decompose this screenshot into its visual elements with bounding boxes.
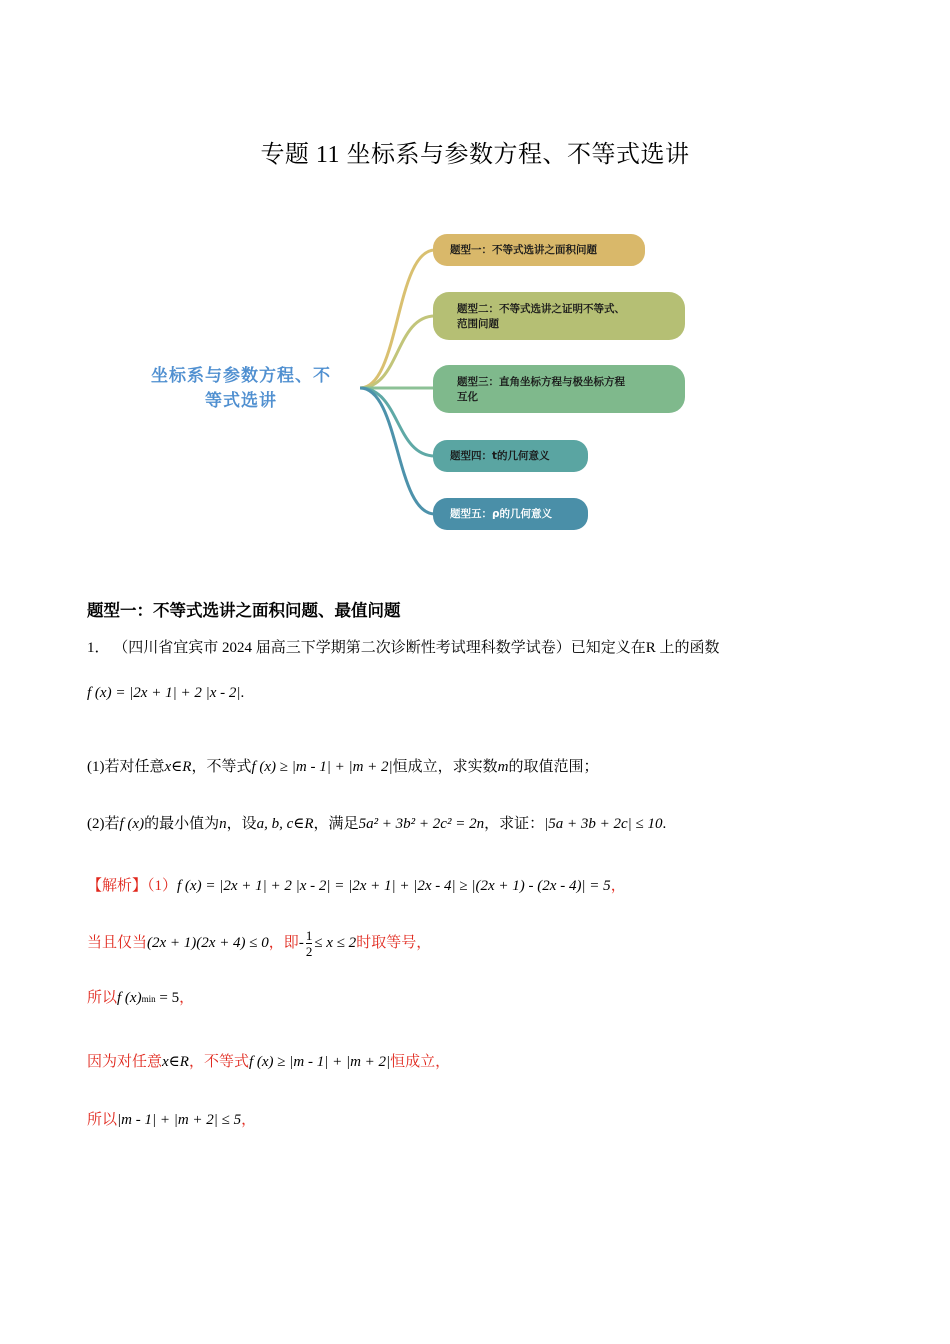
fraction-numerator: 1 (305, 928, 313, 943)
solution-line-2 (87, 928, 431, 959)
problem-source: （四川省宜宾市 2024 届高三下学期第二次诊断性考试理科数学试卷）已知定义在 (113, 640, 646, 656)
mindmap-diagram (0, 0, 950, 580)
page-title: 专题 11 坐标系与参数方程、不等式选讲 (260, 142, 690, 168)
solution-4-text-b: ，不等式 (188, 1054, 249, 1070)
function-end: . (240, 685, 245, 701)
mindmap-center (130, 364, 352, 414)
math-x-in-R-2: x∈R (162, 1054, 189, 1070)
solution-line-5 (87, 1108, 256, 1129)
part1-text-b: ，不等式 (191, 759, 252, 775)
mindmap-node-1 (450, 243, 597, 258)
solution-5-text-a: 所以 (87, 1112, 118, 1128)
math-fraction (306, 928, 313, 959)
part2-text-b: 的最小值为 (144, 816, 220, 832)
mindmap-branch-5 (360, 388, 435, 514)
part2-text-c: ，设 (226, 816, 257, 832)
solution-1-end: ， (610, 878, 626, 894)
math-m: m (497, 759, 509, 775)
math-n: n (219, 816, 227, 832)
part2-text-a: (2)若 (87, 816, 120, 832)
math-fx: f (x) (119, 816, 145, 832)
math-minus: - (298, 934, 304, 951)
mindmap-branch-2 (360, 316, 435, 388)
part2-line (87, 812, 666, 833)
solution-2-text-a: 当且仅当 (87, 934, 148, 951)
mindmap-node-3-text1: 题型三：直角坐标方程与极坐标方程 (457, 376, 625, 388)
math-inequality: f (x) ≥ |m - 1| + |m + 2| (251, 759, 393, 775)
mindmap-node-4-text: 题型四：t的几何意义 (450, 450, 550, 462)
solution-line-4 (87, 1050, 450, 1071)
part2-text-e: ，求证： (484, 816, 545, 832)
mindmap-node-2-text1: 题型二：不等式选讲之证明不等式、 (457, 303, 625, 315)
section-heading: 题型一：不等式选讲之面积问题、最值问题 (87, 601, 401, 620)
math-abc: a, b, c∈R (256, 816, 314, 832)
solution-line-1 (87, 874, 626, 895)
mindmap-node-5-text: 题型五：ρ的几何意义 (450, 508, 553, 520)
math-prove: |5a + 3b + 2c| ≤ 10 (544, 816, 663, 832)
math-fx-min: f (x) (117, 990, 142, 1006)
solution-label: 【解析】（1） (87, 878, 178, 894)
part2-text-d: ，满足 (313, 816, 359, 832)
math-x-in-R: x∈R (164, 759, 192, 775)
math-solution-1: f (x) = |2x + 1| + 2 |x - 2| = |2x + 1| + |2x - 4| ≥ |(2x + 1) - (2x - 4)| = 5 (177, 878, 611, 894)
function-definition-line (87, 685, 244, 702)
part2-text-f: . (662, 816, 667, 832)
solution-5-end: ， (241, 1112, 257, 1128)
mindmap-node-2 (457, 302, 625, 332)
math-min-subscript: min (141, 994, 156, 1004)
fraction-denominator: 2 (305, 944, 313, 959)
solution-3-text-a: 所以 (87, 990, 118, 1006)
math-solution-5: |m - 1| + |m + 2| ≤ 5 (117, 1112, 242, 1128)
problem-source-line (87, 636, 720, 657)
math-constraint: 5a² + 3b² + 2c² = 2n (358, 816, 485, 832)
math-eq-5: = 5 (155, 990, 180, 1006)
solution-line-3 (87, 986, 194, 1007)
mindmap-node-5 (450, 507, 552, 522)
solution-4-text-c: 恒成立， (390, 1054, 451, 1070)
part1-text-a: (1)若对任意 (87, 759, 165, 775)
math-R: R (645, 640, 656, 656)
part1-text-d: 的取值范围； (508, 759, 599, 775)
solution-2-text-c: 时取等号， (356, 934, 432, 951)
part1-line (87, 755, 599, 776)
solution-3-end: ， (179, 990, 195, 1006)
solution-2-text-b: ，即 (268, 934, 299, 951)
mindmap-center-line2: 等式选讲 (205, 391, 277, 411)
mindmap-node-4 (450, 449, 550, 464)
math-range: ≤ x ≤ 2 (314, 934, 357, 951)
problem-source-end: 上的函数 (659, 640, 720, 656)
mindmap-center-line1: 坐标系与参数方程、不 (151, 366, 331, 386)
mindmap-node-2-text2: 范围问题 (457, 318, 499, 330)
solution-4-text-a: 因为对任意 (87, 1054, 163, 1070)
math-inequality-2: f (x) ≥ |m - 1| + |m + 2| (248, 1054, 391, 1070)
mindmap-node-3 (457, 375, 625, 405)
math-function-def: f (x) = |2x + 1| + 2 |x - 2| (87, 685, 241, 701)
problem-number: 1． (87, 640, 110, 656)
mindmap-node-3-text2: 互化 (457, 391, 478, 403)
part1-text-c: 恒成立，求实数 (392, 759, 498, 775)
math-solution-2a: (2x + 1)(2x + 4) ≤ 0 (147, 934, 269, 951)
mindmap-node-1-text: 题型一：不等式选讲之面积问题 (450, 244, 597, 256)
